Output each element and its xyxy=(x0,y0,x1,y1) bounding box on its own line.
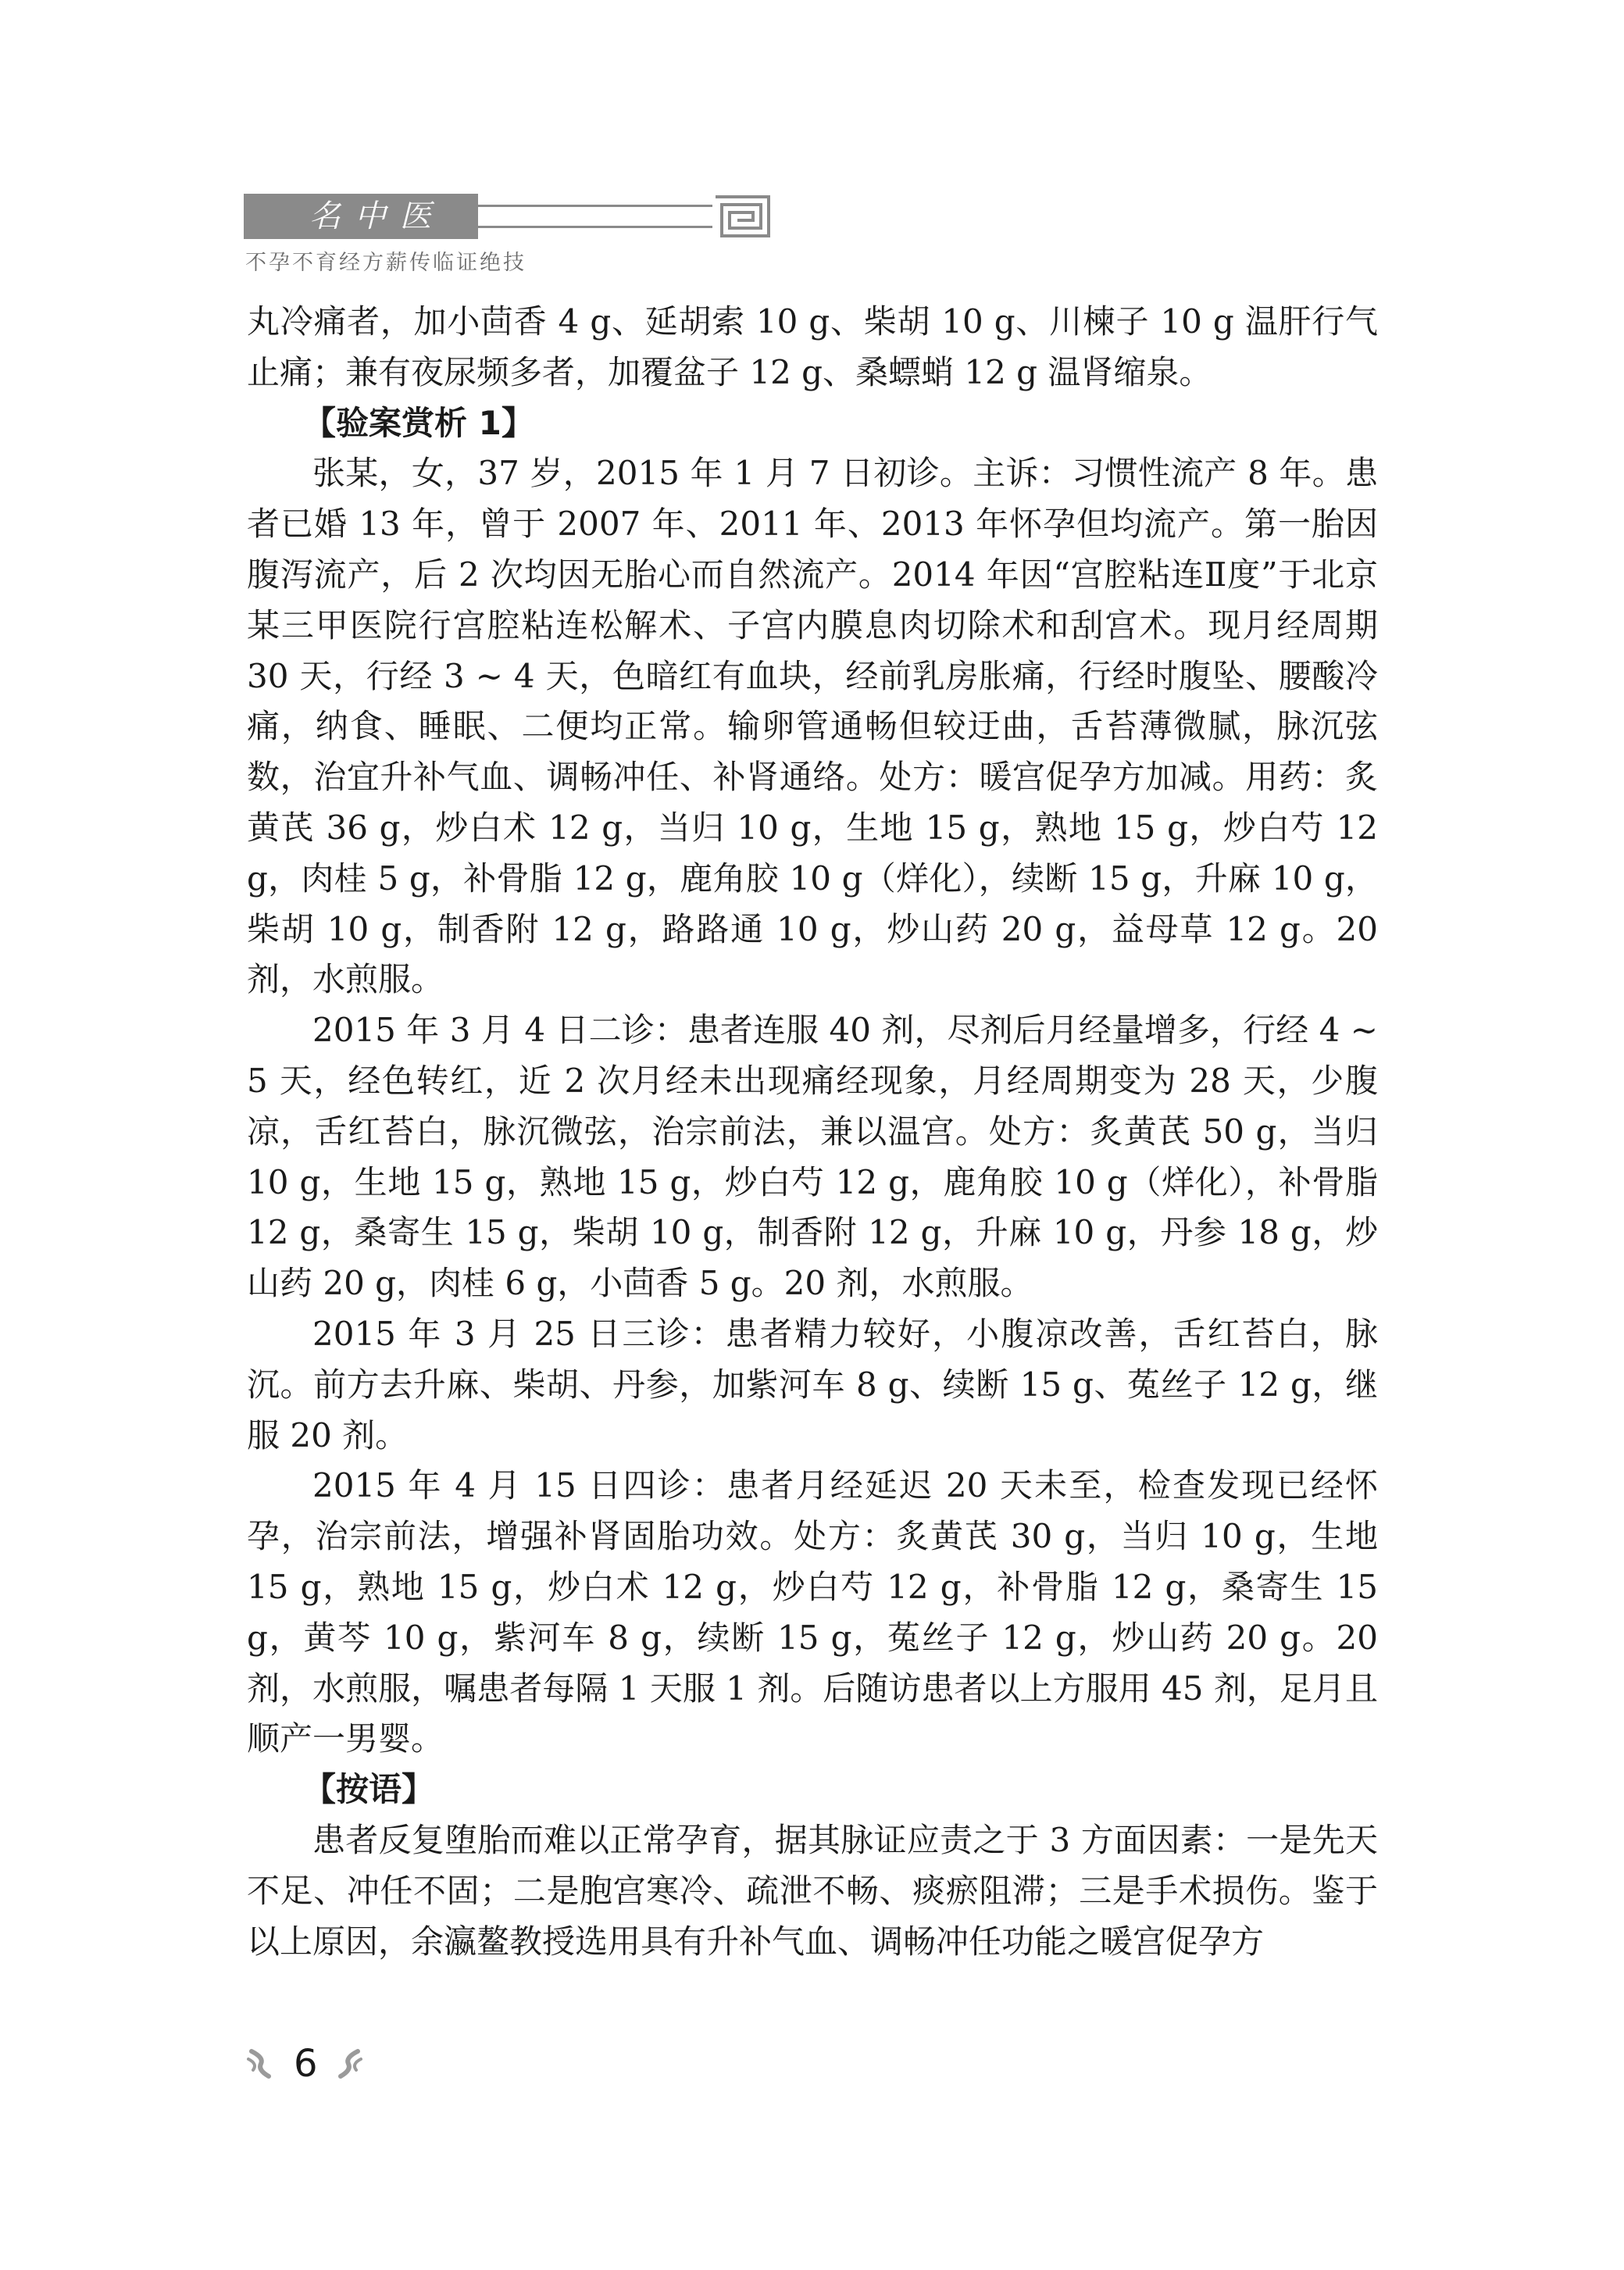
series-title: 名中医 xyxy=(309,198,445,234)
page-number: 6 xyxy=(294,2042,318,2086)
paragraph-fourth-visit: 2015 年 4 月 15 日四诊：患者月经延迟 20 天未至，检查发现已经怀孕，治宗前法，增强补肾固胎功效。处方：炙黄芪 30 g，当归 10 g，生地 15 g，熟地 15 g，炒白术 12 g，炒白芍 12 g，补骨脂 12 g，桑寄生 15 g，黄芩 10 g，紫河车 8 g，续断 15 g，菟丝子 12 g，炒山药 20 g。20 剂，水煎服，嘱患者每隔 1 天服 1 剂。后随访患者以上方服用 45 剂，足月且顺产一男婴。 xyxy=(247,1466,1378,1758)
page-body xyxy=(247,297,1378,1967)
section-heading-case: 【验案赏析 1】 xyxy=(303,403,534,442)
header-rule xyxy=(478,205,712,228)
fret-ornament-icon xyxy=(712,194,772,239)
header-title-bar xyxy=(244,194,478,239)
book-title: 不孕不育经方薪传临证绝技 xyxy=(245,251,526,275)
paragraph-third-visit: 2015 年 3 月 25 日三诊：患者精力较好，小腹凉改善，舌红苔白，脉沉。前方去升麻、柴胡、丹参，加紫河车 8 g、续断 15 g、菟丝子 12 g，继服 20 剂。 xyxy=(247,1314,1378,1454)
left-ornament-icon xyxy=(247,2047,275,2081)
paragraph-continued: 丸冷痛者，加小茴香 4 g、延胡索 10 g、柴胡 10 g、川楝子 10 g 温肝行气止痛；兼有夜尿频多者，加覆盆子 12 g、桑螵蛸 12 g 温肾缩泉。 xyxy=(247,302,1378,391)
section-heading-commentary: 【按语】 xyxy=(303,1770,435,1809)
paragraph-second-visit: 2015 年 3 月 4 日二诊：患者连服 40 剂，尽剂后月经量增多，行经 4 ~ 5 天，经色转红，近 2 次月经未出现痛经现象，月经周期变为 28 天，少腹凉，舌红苔白，脉沉微弦，治宗前法，兼以温宫。处方：炙黄芪 50 g，当归 10 g，生地 15 g，熟地 15 g，炒白芍 12 g，鹿角胶 10 g（烊化），补骨脂 12 g，桑寄生 15 g，柴胡 10 g，制香附 12 g，升麻 10 g，丹参 18 g，炒山药 20 g，肉桂 6 g，小茴香 5 g。20 剂，水煎服。 xyxy=(247,1011,1378,1303)
paragraph-commentary: 患者反复堕胎而难以正常孕育，据其脉证应责之于 3 方面因素：一是先天不足、冲任不固；二是胞宫寒冷、疏泄不畅、痰瘀阻滞；三是手术损伤。鉴于以上原因，余瀛鳌教授选用具有升补气血、调畅冲任功能之暖宫促孕方 xyxy=(247,1820,1378,1961)
paragraph-case-first-visit: 张某，女，37 岁，2015 年 1 月 7 日初诊。主诉：习惯性流产 8 年。患者已婚 13 年，曾于 2007 年、2011 年、2013 年怀孕但均流产。第一胎因腹泻流产，后 2 次均因无胎心而自然流产。2014 年因“宫腔粘连Ⅱ度”于北京某三甲医院行宫腔粘连松解术、子宫内膜息肉切除术和刮宫术。现月经周期 30 天，行经 3 ~ 4 天，色暗红有血块，经前乳房胀痛，行经时腹坠、腰酸冷痛，纳食、睡眠、二便均正常。输卵管通畅但较迂曲，舌苔薄微腻，脉沉弦数，治宜升补气血、调畅冲任、补肾通络。处方：暖宫促孕方加减。用药：炙黄芪 36 g，炒白术 12 g，当归 10 g，生地 15 g，熟地 15 g，炒白芍 12 g，肉桂 5 g，补骨脂 12 g，鹿角胶 10 g（烊化），续断 15 g，升麻 10 g，柴胡 10 g，制香附 12 g，路路通 10 g，炒山药 20 g，益母草 12 g。20 剂，水煎服。 xyxy=(247,454,1378,999)
right-ornament-icon xyxy=(334,2047,362,2081)
